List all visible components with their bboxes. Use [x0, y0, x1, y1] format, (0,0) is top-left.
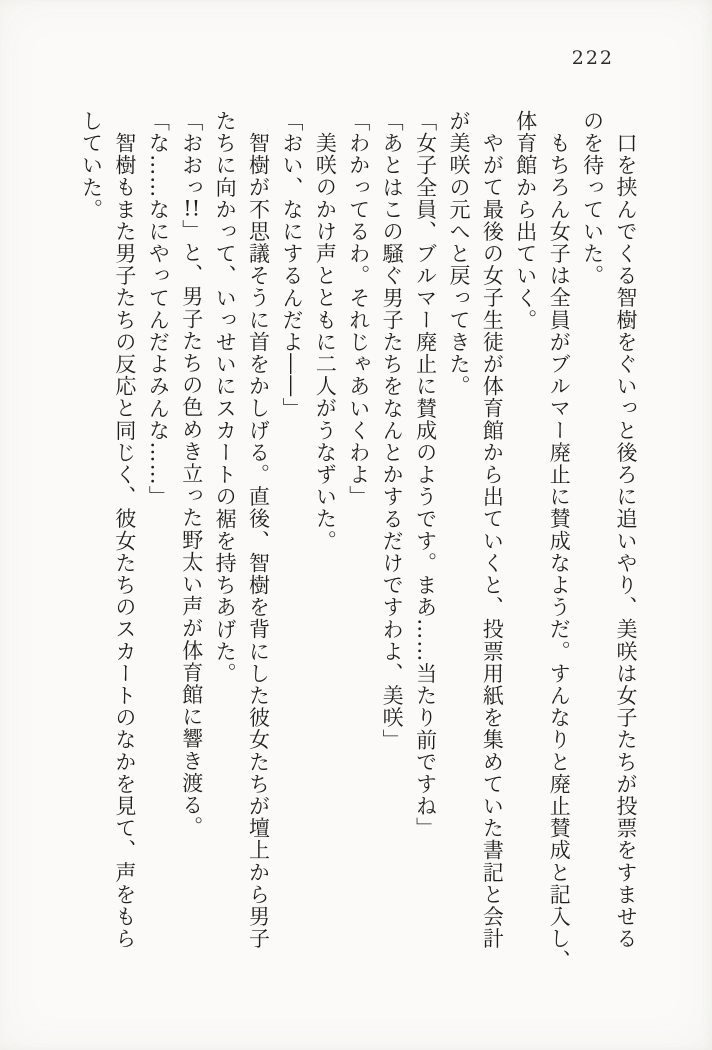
text-line: 美咲のかけ声とともに二人がうなずいた。	[313, 132, 338, 552]
text-line: が美咲の元へと戻ってきた。	[446, 110, 471, 398]
tatechuyoko-exclamation: !!	[183, 198, 201, 220]
text-line: していた。	[79, 110, 104, 221]
text-line: たちに向かって、いっせいにスカートの裾を持ちあげた。	[213, 110, 238, 685]
text-line: 体育館から出ていく。	[513, 110, 538, 331]
text-block	[74, 110, 642, 972]
text-line: 「わかってるわ。それじゃあいくわよ」	[346, 110, 371, 508]
text-line: もちろん女子は全員がブルマー廃止に賛成なようだ。すんなりと廃止賛成と記入し、	[547, 132, 572, 972]
text-line: 「おい、なにするんだよ――」	[279, 110, 304, 420]
text-line: のを待っていた。	[580, 110, 605, 287]
text-line: 「女子全員、ブルマー廃止に賛成のようです。まあ……当たり前ですね」	[413, 110, 438, 840]
text-line: やがて最後の女子生徒が体育館から出ていくと、投票用紙を集めていた書記と会計	[480, 132, 505, 950]
text-line: 「あとはこの騒ぐ男子たちをなんとかするだけですわよ、美咲」	[380, 110, 405, 751]
text-line: 「な……なにやってんだよみんな……」	[146, 110, 171, 508]
text-line: 口を挟んでくる智樹をぐいっと後ろに追いやり、美咲は女子たちが投票をすませる	[614, 132, 638, 950]
text-line: 「おおっ!!」と、男子たちの色めき立った野太い声が体育館に響き渡る。	[179, 110, 204, 839]
text-line: 智樹もまた男子たちの反応と同じく、彼女たちのスカートのなかを見て、声をもら	[112, 132, 137, 950]
page-number: 222	[571, 47, 614, 69]
text-line: 智樹が不思議そうに首をかしげる。直後、智樹を背にした彼女たちが壇上から男子	[246, 132, 271, 950]
